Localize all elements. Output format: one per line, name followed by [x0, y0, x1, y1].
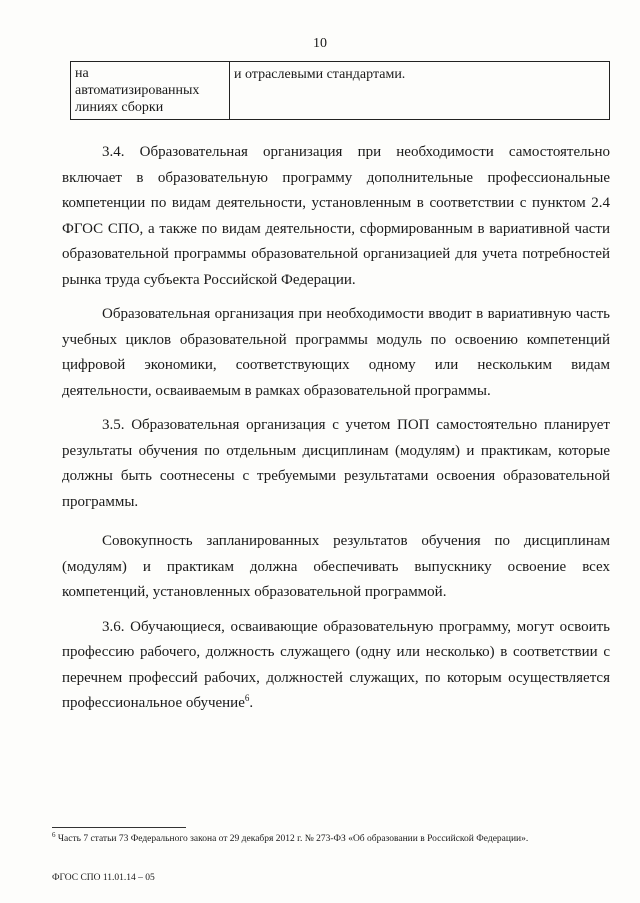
footnote-divider	[52, 827, 186, 828]
paragraph-3-6: 3.6. Обучающиеся, осваивающие образовательную программу, могут освоить профессию рабочего, должность служащего (одну или несколько) в соответствии с перечнем профессий рабочих, должностей служащих, по которым осуществляется профессиональное обучение$^6$.	[62, 618, 610, 711]
footnote-reference: 6	[244, 693, 250, 703]
document-code: ФГОС СПО 11.01.14 – 05	[52, 873, 155, 883]
paragraph-learning-results: Совокупность запланированных результатов обучения по дисциплинам (модулям) и практикам должна обеспечивать выпускнику освоение всех компетенций, установленных образовательной программой.	[62, 533, 610, 600]
footnote-text: Часть 7 статьи 73 Федерального закона от 29 декабря 2012 г. № 273-ФЗ «Об образовании в Российской Федерации».	[55, 834, 529, 844]
footnote-marker: 6	[52, 830, 56, 839]
paragraph-3-5: 3.5. Образовательная организация с учетом ПОП самостоятельно планирует результаты обучения по отдельным дисциплинам (модулям) и практикам, которые должны быть соотнесены с требуемыми результатами освоения образовательной программы.	[62, 417, 610, 510]
table-cell-right: и отраслевыми стандартами.	[234, 67, 406, 82]
table-cell-left: на автоматизированных линиях сборки	[71, 62, 230, 119]
footnote	[52, 830, 612, 845]
paragraph-3-4: 3.4. Образовательная организация при необходимости самостоятельно включает в образовательную программу дополнительные профессиональные компетенции по видам деятельности, установленным в соответствии с пунктом 2.4 ФГОС СПО, а также по видам деятельности, сформированным в вариативной части образовательной программы образовательной организацией для учета потребностей рынка труда субъекта Российской Федерации.	[62, 144, 610, 288]
document-body	[62, 140, 610, 717]
page-number: 10	[313, 36, 327, 51]
paragraph-3-6-text: 3.6. Обучающиеся, осваивающие образовательную программу, могут освоить профессию рабочего, должность служащего (одну или несколько) в соответствии с перечнем профессий рабочих, должностей служащих, по которым осуществляется профессиональное обучение	[62, 618, 610, 711]
paragraph-digital-economy: Образовательная организация при необходимости вводит в вариативную часть учебных циклов образовательной программы модуль по освоению компетенций цифровой экономики, соответствующих одному или нескольким видам деятельности, осваиваемым в рамках образовательной программы.	[62, 306, 610, 399]
competency-table	[70, 61, 610, 120]
